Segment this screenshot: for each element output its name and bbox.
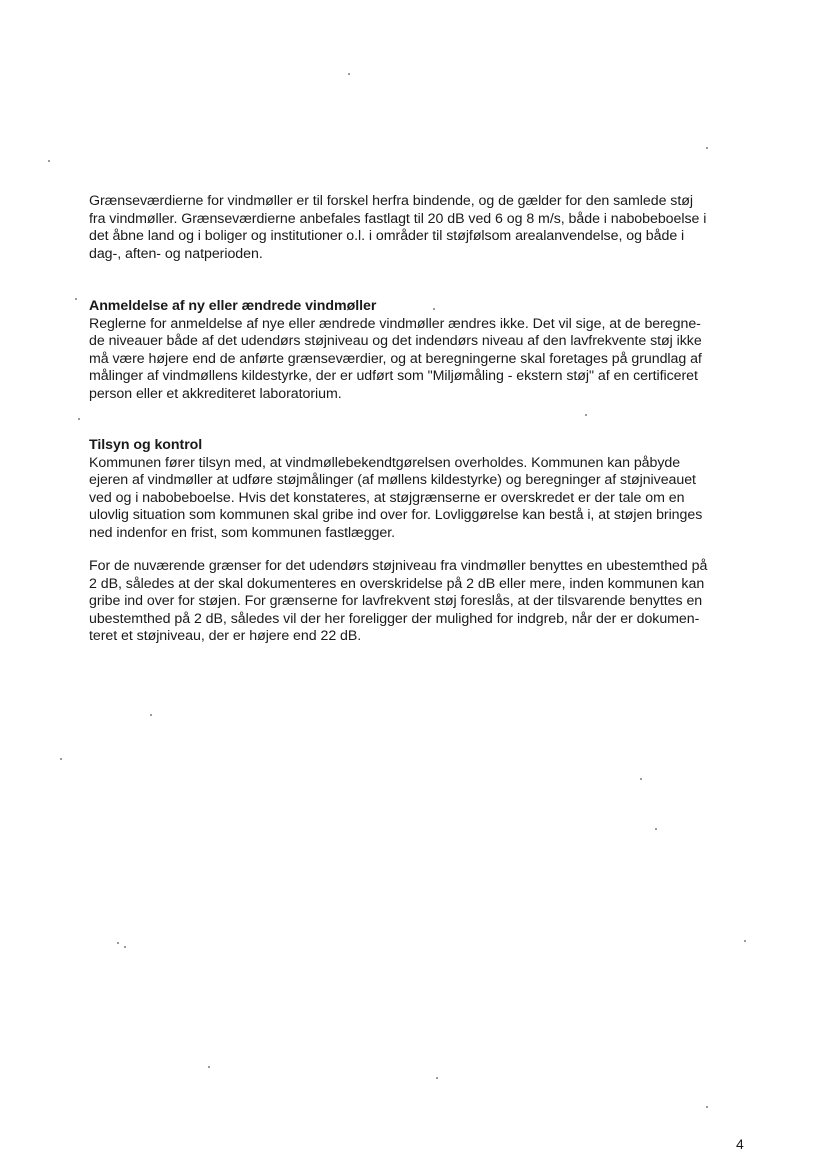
- section-heading: Anmeldelse af ny eller ændrede vindmøller: [89, 298, 377, 314]
- scan-speck: [75, 298, 77, 300]
- text-line: teret et støjniveau, der er højere end 22 dB.: [89, 628, 362, 644]
- scan-speck: [124, 946, 126, 948]
- text-line: ulovlig situation som kommunen skal gribe ind over for. Lovliggørelse kan bestå i, at støjen bringes: [89, 507, 703, 523]
- scan-speck: [117, 942, 119, 944]
- text-line: Reglerne for anmeldelse af nye eller ændrede vindmøller ændres ikke. Det vil sige, at de beregne-: [89, 315, 701, 332]
- text-line: For de nuværende grænser for det udendørs støjniveau fra vindmøller benyttes en ubestemthed på: [89, 558, 708, 574]
- intro-paragraph: [89, 193, 759, 263]
- scan-speck: [706, 147, 708, 149]
- scan-speck: [655, 828, 657, 830]
- scan-speck: [60, 758, 62, 760]
- scan-speck: [48, 160, 50, 162]
- text-line: gribe ind over for støjen. For grænserne for lavfrekvent støj foreslås, at der tilsvarende benyttes en: [89, 593, 703, 609]
- text-line: fra vindmøller. Grænseværdierne anbefales fastlagt til 20 dB ved 6 og 8 m/s, både i nabobeboelse i: [89, 210, 707, 227]
- scan-speck: [436, 1077, 438, 1079]
- scan-speck: [150, 714, 152, 716]
- scan-speck: [640, 778, 642, 780]
- scan-speck: [78, 418, 80, 420]
- text-line: målinger af vindmøllens kildestyrke, der er udført som "Miljømåling - ekstern støj" af en certificeret: [89, 368, 698, 384]
- text-line: det åbne land og i boliger og institutioner o.l. i områder til støjfølsom arealanvendelse, og både i: [89, 228, 685, 244]
- section-anmeldelse: [89, 298, 759, 403]
- scan-speck: [348, 73, 350, 75]
- text-line: ved og i nabobeboelse. Hvis det konstateres, at støjgrænserne er overskredet er der tale om en: [89, 489, 685, 506]
- text-line: ejeren af vindmøller at udføre støjmålinger (af møllens kildestyrke) og beregninger af støjniveauet: [89, 472, 696, 488]
- text-line: må være højere end de anførte grænseværdier, og at beregningerne skal foretages på grundlag af: [89, 350, 702, 367]
- scan-speck: [433, 308, 435, 310]
- text-line: dag-, aften- og natperioden.: [89, 245, 263, 262]
- scan-speck: [585, 414, 587, 416]
- scan-speck: [706, 1106, 708, 1108]
- page-number: 4: [736, 1136, 744, 1152]
- scan-speck: [208, 1066, 210, 1068]
- text-line: 2 dB, således at der skal dokumenteres en overskridelse på 2 dB eller mere, inden kommunen kan: [89, 575, 705, 592]
- text-line: person eller et akkrediteret laboratorium.: [89, 385, 342, 402]
- text-line: de niveauer både af det udendørs støjniveau og det indendørs niveau af den lavfrekvente støj ikke: [89, 333, 702, 349]
- closing-paragraph: [89, 558, 759, 646]
- scan-speck: [744, 940, 746, 942]
- text-line: ned indenfor en frist, som kommunen fastlægger.: [89, 524, 395, 541]
- text-line: Kommunen fører tilsyn med, at vindmøllebekendtgørelsen overholdes. Kommunen kan påbyde: [89, 454, 681, 471]
- section-heading: Tilsyn og kontrol: [89, 437, 203, 453]
- text-line: Grænseværdierne for vindmøller er til forskel herfra bindende, og de gælder for den samlede støj: [89, 193, 693, 209]
- section-tilsyn: [89, 437, 759, 542]
- text-line: ubestemthed på 2 dB, således vil der her foreligger der mulighed for indgreb, når der er dokumen-: [89, 610, 700, 627]
